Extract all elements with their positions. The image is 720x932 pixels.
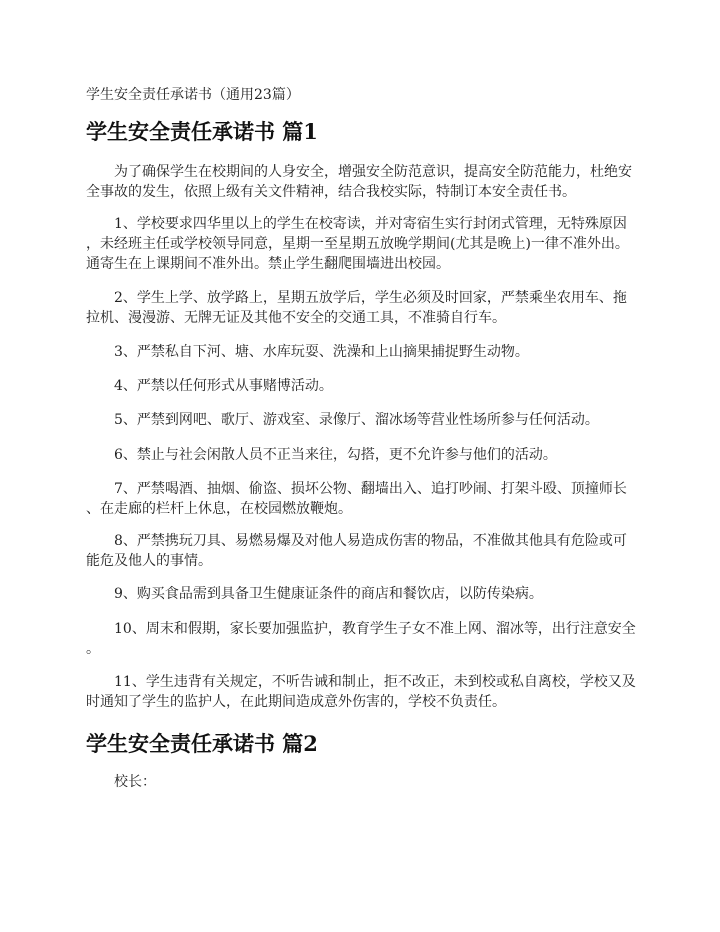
paragraph-line: 8、严禁携玩刀具、易燃易爆及对他人易造成伤害的物品，不准做其他具有危险或可 xyxy=(114,533,627,549)
paragraph-rule-5 xyxy=(86,410,646,430)
section-heading-1: 学生安全责任承诺书 篇1 xyxy=(86,119,318,144)
paragraph-line: 。 xyxy=(86,641,100,657)
paragraph-line: 9、购买食品需到具备卫生健康证条件的商店和餐饮店，以防传染病。 xyxy=(114,586,543,602)
paragraph-rule-11 xyxy=(86,672,646,712)
paragraph-line: 通寄生在上课期间不准外出。禁止学生翻爬围墙进出校园。 xyxy=(86,256,450,272)
paragraph-rule-10 xyxy=(86,619,646,659)
paragraph-rule-1 xyxy=(86,214,646,274)
paragraph-line: 全事故的发生，依照上级有关文件精神，结合我校实际，特制订本安全责任书。 xyxy=(86,184,576,200)
paragraph-rule-6 xyxy=(86,445,646,465)
paragraph-line: 为了确保学生在校期间的人身安全，增强安全防范意识，提高安全防范能力，杜绝安 xyxy=(114,164,632,180)
paragraph-rule-4 xyxy=(86,376,646,396)
paragraph-line: 3、严禁私自下河、塘、水库玩耍、洗澡和上山摘果捕捉野生动物。 xyxy=(114,344,529,360)
paragraph-rule-7 xyxy=(86,479,646,519)
paragraph-line: 1、学校要求四华里以上的学生在校寄读，并对寄宿生实行封闭式管理，无特殊原因 xyxy=(114,216,627,232)
paragraph-intro xyxy=(86,162,646,202)
paragraph-line: 6、禁止与社会闲散人员不正当来往，勾搭，更不允许参与他们的活动。 xyxy=(114,447,557,463)
paragraph-line: 11、学生违背有关规定，不听告诫和制止，拒不改正，未到校或私自离校，学校又及 xyxy=(114,674,636,690)
paragraph-line: 2、学生上学、放学路上，星期五放学后，学生必须及时回家，严禁乘坐农用车、拖 xyxy=(114,290,627,306)
paragraph-rule-8 xyxy=(86,531,646,571)
paragraph-line: 4、严禁以任何形式从事赌博活动。 xyxy=(114,378,333,394)
paragraph-line: 校长： xyxy=(114,774,156,790)
paragraph-line: 时通知了学生的监护人，在此期间造成意外伤害的，学校不负责任。 xyxy=(86,694,506,710)
paragraph-line: 5、严禁到网吧、歌厅、游戏室、录像厅、溜冰场等营业性场所参与任何活动。 xyxy=(114,412,599,428)
paragraph-rule-3 xyxy=(86,342,646,362)
paragraph-rule-2 xyxy=(86,288,646,328)
paragraph-line: ，未经班主任或学校领导同意，星期一至星期五放晚学期间(尤其是晚上)一律不准外出。 xyxy=(86,236,629,252)
section-heading-2: 学生安全责任承诺书 篇2 xyxy=(86,731,318,756)
paragraph-line: 拉机、漫漫游、无牌无证及其他不安全的交通工具，不准骑自行车。 xyxy=(86,310,506,326)
paragraph-salutation xyxy=(86,772,646,792)
paragraph-line: 能危及他人的事情。 xyxy=(86,553,212,569)
document-title: 学生安全责任承诺书（通用23篇） xyxy=(86,87,300,103)
paragraph-line: 、在走廊的栏杆上休息，在校园燃放鞭炮。 xyxy=(86,501,352,517)
paragraph-rule-9 xyxy=(86,584,646,604)
paragraph-line: 10、周末和假期，家长要加强监护，教育学生子女不准上网、溜冰等，出行注意安全 xyxy=(114,621,636,637)
paragraph-line: 7、严禁喝酒、抽烟、偷盗、损坏公物、翻墙出入、追打吵闹、打架斗殴、顶撞师长 xyxy=(114,481,627,497)
